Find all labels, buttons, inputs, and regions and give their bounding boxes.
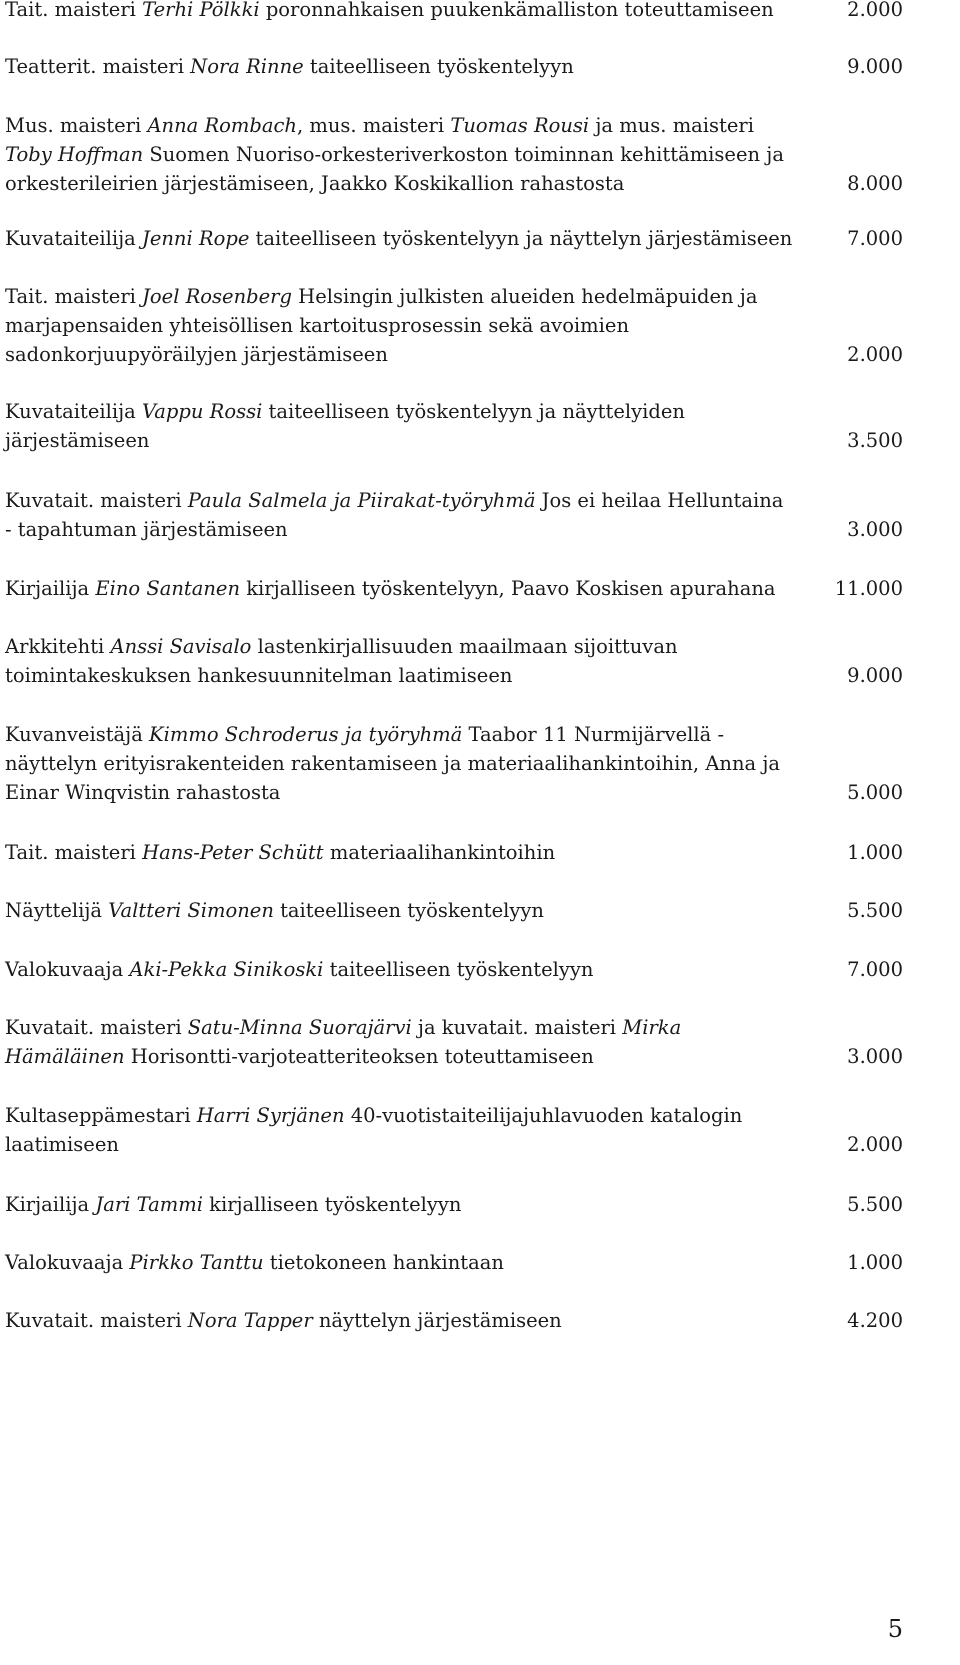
grant-text: Jos ei heilaa Helluntaina - tapahtuman järjestämiseen	[5, 489, 784, 541]
grant-text: Kuvatait. maisteri	[5, 489, 188, 512]
grant-text: taiteelliseen työskentelyyn ja näyttelyiden järjestämiseen	[5, 400, 685, 452]
grant-text: Suomen Nuoriso-orkesteriverkoston toiminnan kehittämiseen ja orkesterileirien järjestämiseen, Jaakko Koskikallion rahastosta	[5, 143, 784, 195]
grant-entry	[5, 1013, 903, 1071]
recipient-name: Nora Tapper	[187, 1309, 313, 1332]
grant-description	[5, 486, 795, 544]
grant-text: Tait. maisteri	[5, 0, 143, 21]
grant-amount: 7.000	[847, 958, 903, 981]
grant-text: taiteelliseen työskentelyyn	[273, 899, 544, 922]
grant-description	[5, 955, 795, 984]
grant-entry	[5, 0, 903, 24]
recipient-name: Valtteri Simonen	[108, 899, 274, 922]
grant-text: Näyttelijä	[5, 899, 109, 922]
recipient-name: Kimmo Schroderus ja työryhmä	[149, 723, 463, 746]
recipient-name: Terhi Pölkki	[142, 0, 260, 21]
recipient-name: Jari Tammi	[95, 1193, 203, 1216]
grant-description	[5, 1013, 795, 1071]
grant-entry	[5, 632, 903, 690]
grant-amount: 3.000	[847, 518, 903, 541]
recipient-name: Hans-Peter Schütt	[142, 841, 324, 864]
grant-entry	[5, 52, 903, 81]
grant-amount: 7.000	[847, 227, 903, 250]
grant-text: , mus. maisteri	[296, 114, 451, 137]
grant-amount: 9.000	[847, 55, 903, 78]
grant-amount: 2.000	[847, 1133, 903, 1156]
recipient-name: Jenni Rope	[142, 227, 250, 250]
grant-description	[5, 0, 795, 24]
grant-text: Kuvatait. maisteri	[5, 1309, 188, 1332]
recipient-name: Joel Rosenberg	[142, 285, 292, 308]
grant-text: Valokuvaaja	[5, 1251, 130, 1274]
grant-text: kirjalliseen työskentelyyn	[202, 1193, 462, 1216]
grant-text: tietokoneen hankintaan	[263, 1251, 504, 1274]
grant-text: Kuvatait. maisteri	[5, 1016, 188, 1039]
grant-entry	[5, 955, 903, 984]
grant-text: Valokuvaaja	[5, 958, 130, 981]
grant-text: Helsingin julkisten alueiden hedelmäpuiden ja marjapensaiden yhteisöllisen kartoitusprosessin sekä avoimien sadonkorjuupyöräilyjen järjestämiseen	[5, 285, 758, 366]
page-number: 5	[887, 1615, 903, 1643]
grant-text: Kuvanveistäjä	[5, 723, 150, 746]
grant-amount: 8.000	[847, 172, 903, 195]
grant-amount: 11.000	[834, 577, 903, 600]
grant-text: kirjalliseen työskentelyyn, Paavo Koskisen apurahana	[240, 577, 776, 600]
recipient-name: Tuomas Rousi	[450, 114, 590, 137]
grant-amount: 1.000	[847, 1251, 903, 1274]
grant-text: Tait. maisteri	[5, 285, 143, 308]
grant-entry	[5, 486, 903, 544]
grant-description	[5, 282, 795, 369]
grant-description	[5, 224, 795, 253]
recipient-name: Harri Syrjänen	[196, 1104, 345, 1127]
grant-text: Kuvataiteilija	[5, 400, 142, 423]
recipient-name: Paula Salmela ja Piirakat-työryhmä	[187, 489, 536, 512]
grant-entry	[5, 1306, 903, 1335]
grant-entry	[5, 1101, 903, 1159]
grant-amount: 2.000	[847, 343, 903, 366]
grant-text: Kirjailija	[5, 577, 96, 600]
recipient-name: Mirka Hämäläinen	[5, 1016, 682, 1068]
grant-text: lastenkirjallisuuden maailmaan sijoittuvan toimintakeskuksen hankesuunnitelman laatimiseen	[5, 635, 678, 687]
recipient-name: Eino Santanen	[95, 577, 241, 600]
grant-description	[5, 397, 795, 455]
grant-amount: 2.000	[847, 0, 903, 21]
recipient-name: Vappu Rossi	[142, 400, 263, 423]
grant-description	[5, 632, 795, 690]
grant-description	[5, 720, 795, 807]
grant-description	[5, 896, 795, 925]
grant-entry	[5, 720, 903, 807]
grant-entry	[5, 896, 903, 925]
grant-text: Mus. maisteri	[5, 114, 148, 137]
grant-description	[5, 838, 795, 867]
grant-text: materiaalihankintoihin	[323, 841, 556, 864]
recipient-name: Anna Rombach	[147, 114, 297, 137]
recipient-name: Pirkko Tanttu	[129, 1251, 264, 1274]
grant-text: taiteelliseen työskentelyyn	[323, 958, 594, 981]
grant-text: Kirjailija	[5, 1193, 96, 1216]
grant-amount: 3.000	[847, 1045, 903, 1068]
grant-amount: 3.500	[847, 429, 903, 452]
grant-text: poronnahkaisen puukenkämalliston toteuttamiseen	[259, 0, 774, 21]
grant-text: Kultaseppämestari	[5, 1104, 197, 1127]
recipient-name: Satu-Minna Suorajärvi	[187, 1016, 412, 1039]
grant-text: Kuvataiteilija	[5, 227, 142, 250]
grant-description	[5, 574, 795, 603]
grant-amount: 9.000	[847, 664, 903, 687]
grant-text: näyttelyn järjestämiseen	[312, 1309, 562, 1332]
grant-entry	[5, 282, 903, 369]
grant-text: Tait. maisteri	[5, 841, 143, 864]
grant-description	[5, 1101, 795, 1159]
grant-entry	[5, 111, 903, 198]
grant-entry	[5, 838, 903, 867]
grant-amount: 5.500	[847, 899, 903, 922]
grant-text: taiteelliseen työskentelyyn	[303, 55, 574, 78]
grant-text: Horisontti-varjoteatteriteoksen toteuttamiseen	[124, 1045, 594, 1068]
recipient-name: Toby Hoffman	[5, 143, 144, 166]
grant-amount: 4.200	[847, 1309, 903, 1332]
recipient-name: Anssi Savisalo	[110, 635, 252, 658]
grant-text: Taabor 11 Nurmijärvellä -näyttelyn erityisrakenteiden rakentamiseen ja materiaalihankintoihin, Anna ja Einar Winqvistin rahastosta	[5, 723, 781, 804]
grant-amount: 5.000	[847, 781, 903, 804]
grant-description	[5, 111, 795, 198]
grant-text: taiteelliseen työskentelyyn ja näyttelyn järjestämiseen	[249, 227, 793, 250]
grant-entry	[5, 224, 903, 253]
recipient-name: Aki-Pekka Sinikoski	[129, 958, 324, 981]
recipient-name: Nora Rinne	[190, 55, 304, 78]
grant-text: ja mus. maisteri	[589, 114, 754, 137]
grant-entry	[5, 1248, 903, 1277]
grant-amount: 1.000	[847, 841, 903, 864]
grant-text: Arkkitehti	[5, 635, 111, 658]
grant-text: Teatterit. maisteri	[5, 55, 191, 78]
grant-entry	[5, 1190, 903, 1219]
grant-description	[5, 1190, 795, 1219]
grant-description	[5, 1248, 795, 1277]
grant-description	[5, 52, 795, 81]
grant-amount: 5.500	[847, 1193, 903, 1216]
grant-text: ja kuvatait. maisteri	[411, 1016, 623, 1039]
grant-entry	[5, 574, 903, 603]
grant-text: 40-vuotistaiteilijajuhlavuoden katalogin laatimiseen	[5, 1104, 743, 1156]
grant-entry	[5, 397, 903, 455]
grant-description	[5, 1306, 795, 1335]
